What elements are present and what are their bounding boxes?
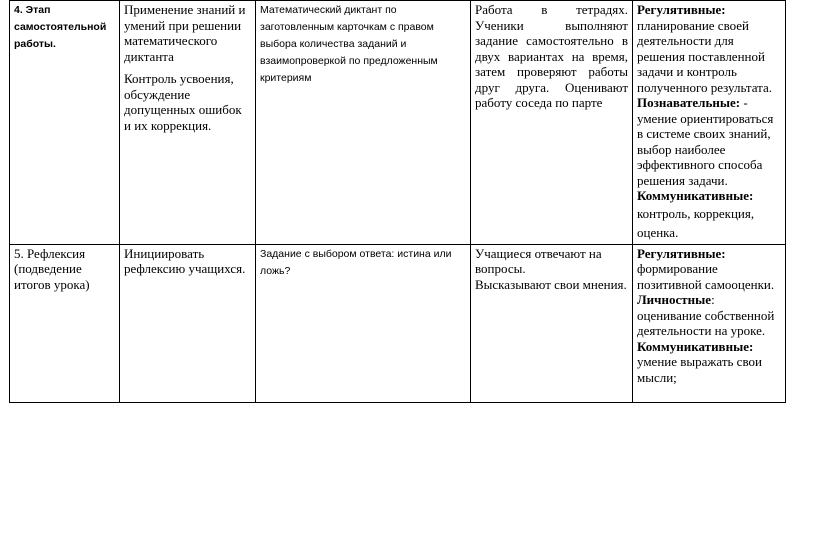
- uud-title: Познавательные:: [637, 95, 741, 110]
- student-activity-text: Работа в тетрадях. Ученики выполняют задание самостоятельно в двух вариантах на время, затем проверяют работы друг друга. Оценивают работу соседа по парте: [475, 2, 628, 110]
- teacher-activity-text: Задание с выбором ответа: истина или ложь?: [260, 247, 452, 277]
- uud-title: Коммуникативные:: [637, 188, 754, 203]
- student-activity-cell: [471, 1, 633, 245]
- goal-cell: [120, 244, 256, 402]
- teacher-activity-text: Математический диктант по заготовленным карточкам с правом выбора количества заданий и взаимопроверкой по предложенным критериям: [260, 4, 438, 84]
- uud-text: : оценивание собственной деятельности на уроке.: [637, 292, 775, 338]
- goal-text: Применение знаний и умений при решении математического диктанта: [124, 2, 246, 64]
- uud-text: умение ориентироваться в системе своих знаний, выбор наиболее эффективного способа решения задачи.: [637, 110, 774, 188]
- uud-title: Коммуникативные:: [637, 338, 754, 354]
- stage-text: 5. Рефлексия (подведение итогов урока): [14, 245, 90, 292]
- uud-text: формирование позитивной самооценки.: [637, 261, 775, 292]
- lesson-plan-table: [9, 0, 786, 403]
- teacher-activity-cell: [256, 244, 471, 402]
- stage-cell: [10, 1, 120, 245]
- student-activity-text: Учащиеся отвечают на вопросы.: [475, 245, 602, 276]
- goal-text: Инициировать рефлексию учащихся.: [124, 245, 246, 276]
- stage-cell: [10, 244, 120, 402]
- stage-text: 4. Этап самостоятельной работы.: [14, 4, 107, 50]
- uud-cell: [633, 1, 786, 245]
- goal-text: Контроль усвоения, обсуждение допущенных ошибок и их коррекция.: [124, 71, 242, 133]
- table-row: [10, 244, 786, 402]
- goal-cell: [120, 1, 256, 245]
- uud-text: контроль, коррекция, оценка.: [637, 205, 755, 240]
- teacher-activity-cell: [256, 1, 471, 245]
- uud-text: умение выражать свои мысли;: [637, 354, 762, 385]
- uud-title: Личностные: [637, 292, 712, 307]
- uud-title: Регулятивные:: [637, 2, 726, 17]
- uud-text: планирование своей деятельности для решения поставленной задачи и контроль полученного результата.: [637, 17, 773, 95]
- uud-cell: [633, 244, 786, 402]
- table-row: [10, 1, 786, 245]
- student-activity-cell: [471, 244, 633, 402]
- uud-title: Регулятивные:: [637, 245, 726, 261]
- student-activity-text: Высказывают свои мнения.: [475, 276, 627, 292]
- uud-dash: -: [740, 95, 748, 110]
